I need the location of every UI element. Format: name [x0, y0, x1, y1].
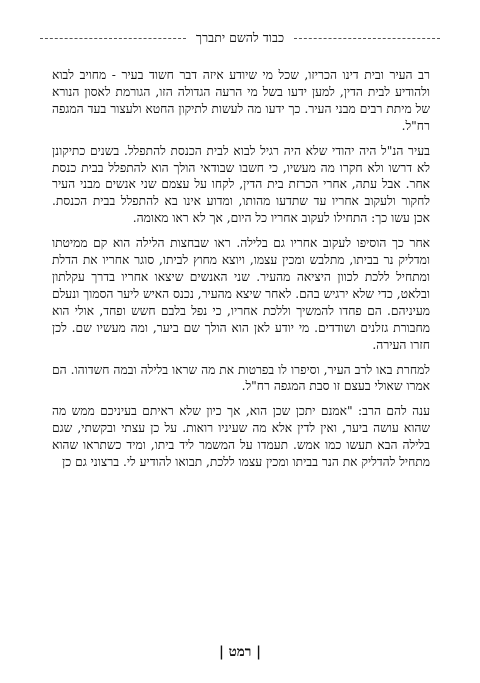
paragraph: למחרת באו לרב העיר, וסיפרו לו בפרטות את מה שראו בלילה ובמה חשדוהו. הם אמרו שאולי בעצם זו סבת המגפה רח"ל.: [52, 362, 430, 394]
paragraph: בעיר הנ"ל היה יהודי שלא היה רגיל לבוא לבית הכנסת להתפלל. בשנים כתיקונן לא דרשו ולא חקרו מה מעשיו, כי חשבו שבודאי הולך הוא להתפלל בבית כנסת אחר. אבל עתה, אחרי הכרזת בית הדין, לקחו על עצמם שני אנשים מבני העיר לחקור ולעקוב אחריו עד שתדעו מהותו, ומדוע אינו בא להתפלל בבית הכנסת. אכן עשו כך: התחילו לעקוב אחריו כל היום, אך לא ראו מאומה.: [52, 143, 430, 226]
header-divider-left: [40, 38, 186, 39]
page-number: | רמט |: [218, 644, 261, 660]
header-divider-right: [294, 38, 440, 39]
paragraph: אחר כך הוסיפו לעקוב אחריו גם בלילה. ראו שבחצות הלילה הוא קם ממיטתו ומדליק נר בביתו, מתלבש ומכין עצמו, ויוצא מחוץ לביתו, סוגר אחריו את הדלת ומתחיל ללכת לכוון היציאה מהעיר. שני האנשים שיצאו אחריו בדרך עקלתון ובלאט, כדי שלא ירגיש בהם. לאחר שיצא מהעיר, נכנס האיש ליער הסמוך ונעלם מעיניהם. הם פחדו להמשיך וללכת אחריו, כי נפל בלבם חשש ופחד, אולי הוא מחבורת גזלנים ושודדים. מי יודע לאן הוא הולך שם ביער, ומה מעשיו שם. לכן חזרו העירה.: [51, 236, 430, 352]
running-title: כבוד להשם יתברך: [195, 30, 285, 45]
running-header: [40, 28, 440, 48]
page-body: [52, 67, 430, 479]
paragraph: ענה להם הרב: "אמנם יתכן שכן הוא, אך כיון שלא ראיתם בעיניכם ממש מה שהוא עושה ביער, ואין לדין אלא מה שעיניו רואות. על כן עצתי ובקשתי, שגם בלילה הבא תעשו כמו אמש. תעמדו על המשמר ליד ביתו, ומיד כשתראו שהוא מתחיל להדליק את הנר בביתו ומכין עצמו ללכת, תבואו להודיע לי. ברצוני גם כן: [52, 404, 430, 470]
paragraph: רב העיר ובית דינו הכריזו, שכל מי שיודע איזה דבר חשוד בעיר - מחויב לבוא ולהודיע לבית הדין, למען ידעו בשל מי הרעה הגדולה הזו, הגורמת לאסון הנורא של מיתת רבים מבני העיר. כך ידעו מה לעשות לתיקון החטא ולעצור בעד המגפה רח"ל.: [52, 68, 430, 133]
